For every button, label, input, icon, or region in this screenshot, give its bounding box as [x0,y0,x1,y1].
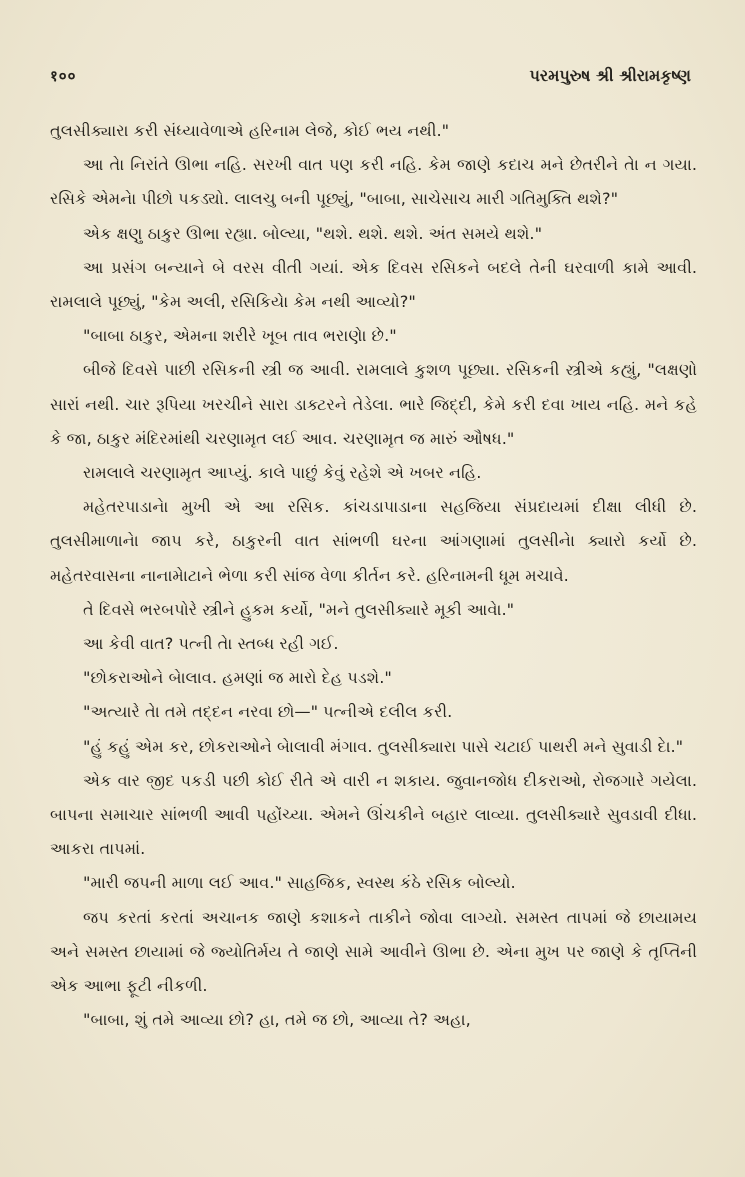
paragraph: "બાબા, શું તમે આવ્યા છો? હા, તમે જ છો, આવ્યા તે? અહા, [83,1010,471,1030]
paragraph: આ પ્રસંગ બન્યાને બે વરસ વીતી ગયાં. એક દિવસ રસિકને બદલે તેની ઘરવાળી કામે આવી. રામલાલે પૂછ્યું, "કેમ અલી, રસિકિયેા કેમ નથી આવ્યો?" [50,257,697,312]
paragraph: એક વાર જીદ પકડી પછી કોઈ રીતે એ વારી ન શકાય. જુવાનજોધ દીકરાઓ, રોજગારે ગયેલા. બાપના સમાચાર સાંભળી આવી પહોંચ્યા. એમને ઊંચકીને બહાર લાવ્યા. તુલસીક્યારે સુવડાવી દીધા. આકરા તાપમાં. [50,770,697,859]
paragraph: આ કેવી વાત? પત્ની તેા સ્તબ્ધ રહી ગઈ. [83,634,339,654]
paragraph: "અત્યારે તેા તમે તદ્દન નરવા છો—" પત્નીએ દલીલ કરી. [83,702,453,722]
paragraph: તે દિવસે ભરબપોરે સ્ત્રીને હુકમ કર્યો, "મને તુલસીક્યારે મૂકી આવેા." [83,599,515,619]
paragraph: એક ક્ષણુ ઠાકુર ઊભા રહ્યા. બોલ્યા, "થશે. થશે. થશે. અંત સમયે થશે." [83,223,543,243]
paragraph: "બાબા ઠાકુર, એમના શરીરે ખૂબ તાવ ભરાણેા છે." [83,326,397,346]
paragraph: મહેતરપાડાનેા મુખી એ આ રસિક. કાંચડાપાડાના સહજિયા સંપ્રદાયમાં દીક્ષા લીધી છે. તુલસીમાળાનેા જાપ કરે, ઠાકુરની વાત સાંભળી ઘરના આંગણામાં તુલસીનેા ક્યારો કર્યો છે. મહેતરવાસના નાનામેાટાને ભેળા કરી સાંજ વેળા કીર્તન કરે. હરિનામની ધૂમ મચાવે. [50,497,697,585]
page-number: १०० [50,67,77,85]
paragraph: "હું કહું એમ કર, છોકરાઓને બેાલાવી મંગાવ. તુલસીક્યારા પાસે ચટાઈ પાથરી મને સુવાડી દેા." [83,736,684,756]
running-header [50,66,697,86]
paragraph: બીજે દિવસે પાછી રસિકની સ્ત્રી જ આવી. રામલાલે કુશળ પૂછ્યા. રસિકની સ્ત્રીએ કહ્યું, "લક્ષણો સારાં નથી. ચાર રૂપિયા ખરચીને સારા ડાક્ટરને તેડેલા. ભારે જિદ્દી, કેમે કરી દવા ખાય નહિ. મને કહે કે જા, ઠાકુર મંદિરમાંથી ચરણામૃત લઈ આવ. ચરણામૃત જ મારું ઔષધ." [50,360,697,448]
paragraph: રામલાલે ચરણામૃત આપ્યું. કાલે પાછું કેવું રહેશે એ ખબર નહિ. [83,463,482,483]
paragraph: "મારી જપની માળા લઈ આવ." સાહજિક, સ્વસ્થ કંઠે રસિક બોલ્યો. [83,873,516,893]
book-title: પરમપુરુષ શ્રી શ્રીરામકૃષ્ણ [529,66,691,85]
paragraph: જપ કરતાં કરતાં અચાનક જાણે કશાકને તાકીને જોવા લાગ્યો. સમસ્ત તાપમાં જે છાયામય અને સમસ્ત છાયામાં જે જ્યોતિર્મય તે જાણે સામે આવીને ઊભા છે. એના મુખ પર જાણે કે તૃપ્તિની એક આભા ફૂટી નીકળી. [50,907,697,996]
body-text [50,114,697,1037]
paragraph: આ તેા નિરાંતે ઊભા નહિ. સરખી વાત પણ કરી નહિ. કેમ જાણે કદાચ મને છેતરીને તેા ન ગયા. રસિકે એમનેા પીછો પકડ્યો. લાલચુ બની પૂછ્યું, "બાબા, સાચેસાચ મારી ગતિમુક્તિ થશે?" [50,155,697,209]
paragraph: "છોકરાઓને બેાલાવ. હમણાં જ મારો દેહ પડશે." [83,668,392,688]
paragraph: તુલસીક્યારા કરી સંધ્યાવેળાએ હરિનામ લેજે, કોઈ ભય નથી." [50,121,450,140]
